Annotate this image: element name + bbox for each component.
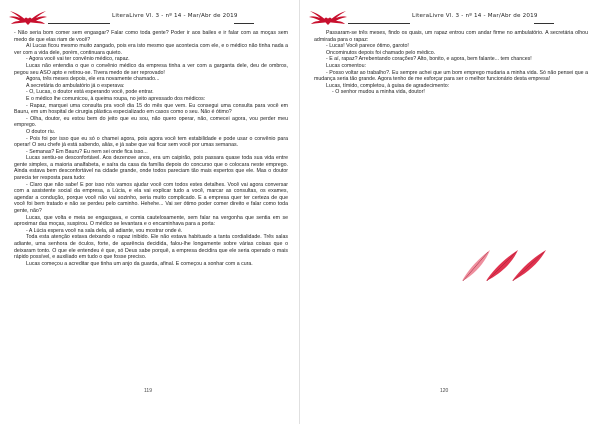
left-page-body	[14, 30, 288, 267]
paragraph: E o médico lhe comunicou, à queima roupa, no jeito apressado dos médicos:	[26, 95, 206, 102]
header-rule-left	[48, 23, 110, 24]
header-rule-right	[534, 23, 554, 24]
paragraph: - Posso voltar ao trabalho?. Eu sempre achei que um bom emprego mudaria a minha vida. Só não pensei que a mudança seria tão grande. Agora tenho de me esforçar para ser o melhor funcionário desta empresa!	[314, 69, 588, 83]
paragraph: Agora, três meses depois, ele era novamente chamado...	[26, 76, 160, 83]
paragraph: - E aí, rapaz? Arrebentando corações? Alto, bonito, e agora, bem falante... tem chances!	[326, 56, 532, 63]
paragraph: Lucas começou a acreditar que tinha um anjo da guarda, afinal. E começou a sonhar com a cura.	[26, 260, 253, 267]
page-header-title: LiteraLivre Vl. 3 - nº 14 - Mar/Abr de 2019	[412, 13, 538, 19]
paragraph: - Claro que não sabe! E por isso nós vamos ajudar você com todos estes detalhes. Você vai agora conversar com a assistente social da empresa, a Lúcia, e ela vai explicar tudo a você, marcar as consultas, os exames, agendar a condução, porque você não vai sozinho, seria muito complicado. E a empresa quer ter certeza de que você foi bem tratado e não se perdeu pelo caminho. Hehehe... Vai ser ótimo poder comer direito e falar como toda gente, não?	[14, 181, 288, 215]
paragraph: - O senhor mudou a minha vida, doutor!	[332, 89, 425, 96]
right-page-body	[314, 30, 588, 96]
paragraph: Lucas comentou:	[326, 62, 366, 69]
right-page	[300, 0, 600, 424]
feather-decoration-icon	[460, 246, 550, 282]
paragraph: Lucas não entendia o que o convênio médico da empresa tinha a ver com a garganta dele, deu de ombros, pegou seu ASO apto e retirou-se. Tivera medo de ser reprovado!	[14, 62, 288, 76]
page-number: 120	[440, 388, 449, 394]
paragraph: - Pois foi por isso que eu só o chamei agora, pois agora você tem estabilidade e pode usar o convênio para operar! O seu chefe já está sabendo, aliás, e já sabe que vai ficar sem você por umas semanas.	[14, 135, 288, 149]
paragraph: - Agora você vai ter convênio médico, rapaz.	[26, 56, 130, 63]
paragraph: Lucas sentiu-se desconfortável. Aos dezenove anos, era um caipirão, pois passara quase toda sua vida entre gente simples, a maioria analfabeta, e saíra da casa da família depois do concurso que o colocara neste emprego. Ainda estava bem desconfortável na cidade grande, onde todos pareciam tão mais espertos que ele. Mas o doutor parecia ter resposta para tudo:	[14, 155, 288, 182]
header-rule-left	[348, 23, 410, 24]
paragraph: - A Lúcia espera você na sala dela, ali adiante, vou mostrar onde é.	[26, 227, 183, 234]
paragraph: O doutor riu.	[26, 128, 56, 135]
paragraph: - O, Lucas, o doutor está esperando você, pode entrar.	[26, 89, 154, 96]
paragraph: Toda esta atenção estava deixando o rapaz inibido. Ele não estava habituado a tanta cordialidade. Três salas adiante, uma senhora de óculos, forte, de aparência decidida, falou-lhe longamente sobre várias coisas que o deixaram tonto. O que ele entendeu é que, só Deus sabe porquê, a empresa decidira que ele seria operado o mais rápido possível, e auxiliado em tudo o que fosse preciso.	[14, 234, 288, 261]
page-number: 119	[144, 388, 152, 394]
right-page-header	[300, 5, 600, 27]
paragraph: Lucas, tímido, completou, à guisa de agradecimento:	[326, 82, 450, 89]
paragraph: Lucas, que volta e meia se engasgava, e comia cautelosamente, sem falar na vergonha que sentia em se aproximar das moças, suspirou. O médico se levantara e o encaminhava para a porta:	[14, 214, 288, 228]
paragraph: Oncominutos depois foi chamado pelo médico.	[326, 49, 436, 56]
winged-heart-logo-icon	[308, 5, 348, 27]
paragraph: Aí Lucas ficou mesmo muito zangado, pois era isto mesmo que acontecia com ele, e o médico não tinha nada a ver com a vida dele, porém, continuara quieto.	[14, 43, 288, 56]
paragraph: Passaram-se três meses, findo os quais, um rapaz entrou com andar firme no ambulatório. A secretária olhou admirada para o rapaz:	[314, 30, 588, 43]
paragraph: - Não seria bom comer sem engasgar? Falar como toda gente? Poder ir aos bailes e ir falar com as moças sem medo de que elas riam de você?	[14, 30, 288, 43]
paragraph: - Rapaz, marquei uma consulta pra você dia 15 do mês que vem. Eu consegui uma consulta para você em Bauru, em um hospital de cirurgia plástica especializado em casos como o seu. Não é ótimo?	[14, 102, 288, 116]
winged-heart-logo-icon	[8, 5, 48, 27]
left-page-header	[0, 5, 300, 27]
page-header-title: LiteraLivre Vl. 3 - nº 14 - Mar/Abr de 2019	[112, 13, 238, 19]
paragraph: - Semanas? Em Bauru? Eu nem sei onde fica isso...	[26, 148, 148, 155]
paragraph: A secretária do ambulatório já o esperava:	[26, 82, 125, 89]
paragraph: - Olha, doutor, eu estou bem do jeito que eu sou, não quero operar, não, comecei agora, vou perder meu emprego.	[14, 115, 288, 129]
paragraph: - Lucas! Você parece ótimo, garoto!	[326, 43, 409, 50]
header-rule-right	[234, 23, 254, 24]
